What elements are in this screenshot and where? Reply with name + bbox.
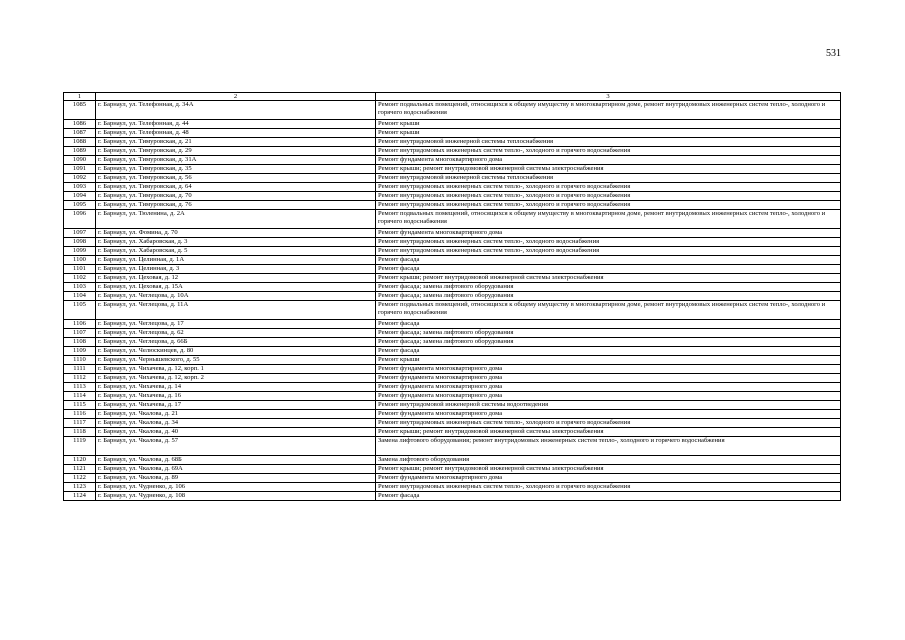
work-type-cell: Ремонт крыши	[376, 129, 841, 138]
row-number-cell: 1114	[64, 392, 96, 401]
address-cell: г. Барнаул, ул. Чкалова, д. 40	[96, 428, 376, 437]
row-number-cell: 1087	[64, 129, 96, 138]
work-type-cell: Ремонт фундамента многоквартирного дома	[376, 392, 841, 401]
row-number-cell: 1121	[64, 465, 96, 474]
table-row	[64, 483, 841, 492]
table-row	[64, 274, 841, 283]
row-number-cell: 1119	[64, 437, 96, 456]
work-type-cell: Ремонт фундамента многоквартирного дома	[376, 156, 841, 165]
row-number-cell: 1094	[64, 192, 96, 201]
address-cell: г. Барнаул, ул. Чихачева, д. 12, корп. 1	[96, 365, 376, 374]
address-cell: г. Барнаул, ул. Чкалова, д. 89	[96, 474, 376, 483]
table-row	[64, 474, 841, 483]
work-type-cell: Ремонт внутридомовой инженерной системы теплоснабжения	[376, 138, 841, 147]
table-row	[64, 347, 841, 356]
row-number-cell: 1095	[64, 201, 96, 210]
table-row	[64, 365, 841, 374]
address-cell: г. Барнаул, ул. Чихачева, д. 17	[96, 401, 376, 410]
row-number-cell: 1109	[64, 347, 96, 356]
row-number-cell: 1097	[64, 229, 96, 238]
address-cell: г. Барнаул, ул. Чкалова, д. 68Б	[96, 456, 376, 465]
address-cell: г. Барнаул, ул. Хабаровская, д. 3	[96, 238, 376, 247]
work-type-cell: Ремонт фасада	[376, 492, 841, 501]
table-row	[64, 419, 841, 428]
work-type-cell: Ремонт фундамента многоквартирного дома	[376, 374, 841, 383]
table-row	[64, 120, 841, 129]
row-number-cell: 1120	[64, 456, 96, 465]
table-row	[64, 247, 841, 256]
work-type-cell: Ремонт крыши	[376, 120, 841, 129]
row-number-cell: 1100	[64, 256, 96, 265]
row-number-cell: 1115	[64, 401, 96, 410]
row-number-cell: 1092	[64, 174, 96, 183]
table-row	[64, 201, 841, 210]
table-row	[64, 292, 841, 301]
row-number-cell: 1116	[64, 410, 96, 419]
address-cell: г. Барнаул, ул. Тимуровская, д. 76	[96, 201, 376, 210]
row-number-cell: 1107	[64, 329, 96, 338]
address-cell: г. Барнаул, ул. Цеховая, д. 12	[96, 274, 376, 283]
table-row	[64, 329, 841, 338]
table-header-row	[64, 93, 841, 101]
table-row	[64, 283, 841, 292]
work-type-cell: Ремонт подвальных помещений, относящихся к общему имуществу в многоквартирном доме, ремонт внутридомовых инженерных систем тепло-, холодного и горячего водоснабжения	[376, 210, 841, 229]
row-number-cell: 1108	[64, 338, 96, 347]
work-type-cell: Ремонт крыши; ремонт внутридомовой инженерной системы электроснабжения	[376, 465, 841, 474]
table-row	[64, 356, 841, 365]
table-row	[64, 256, 841, 265]
address-cell: г. Барнаул, ул. Чернышевского, д. 55	[96, 356, 376, 365]
address-cell: г. Барнаул, ул. Чеглецова, д. 10А	[96, 292, 376, 301]
address-cell: г. Барнаул, ул. Чкалова, д. 21	[96, 410, 376, 419]
address-cell: г. Барнаул, ул. Телефонная, д. 34А	[96, 101, 376, 120]
row-number-cell: 1110	[64, 356, 96, 365]
address-cell: г. Барнаул, ул. Тимуровская, д. 21	[96, 138, 376, 147]
work-type-cell: Ремонт внутридомовых инженерных систем тепло-, холодного водоснабжения	[376, 247, 841, 256]
address-cell: г. Барнаул, ул. Хабаровская, д. 5	[96, 247, 376, 256]
table-row	[64, 392, 841, 401]
work-type-cell: Ремонт крыши; ремонт внутридомовой инженерной системы электроснабжения	[376, 428, 841, 437]
address-cell: г. Барнаул, ул. Чудненко, д. 106	[96, 483, 376, 492]
address-cell: г. Барнаул, ул. Челюскинцев, д. 80	[96, 347, 376, 356]
table-row	[64, 156, 841, 165]
work-type-cell: Ремонт внутридомовой инженерной системы водоотведения	[376, 401, 841, 410]
page-number: 531	[826, 48, 841, 59]
work-type-cell: Ремонт крыши	[376, 356, 841, 365]
row-number-cell: 1098	[64, 238, 96, 247]
table-row	[64, 129, 841, 138]
row-number-cell: 1123	[64, 483, 96, 492]
row-number-cell: 1102	[64, 274, 96, 283]
address-cell: г. Барнаул, ул. Чеглецова, д. 66Б	[96, 338, 376, 347]
row-number-cell: 1089	[64, 147, 96, 156]
row-number-cell: 1093	[64, 183, 96, 192]
work-type-cell: Ремонт фундамента многоквартирного дома	[376, 474, 841, 483]
work-type-cell: Ремонт фасада	[376, 347, 841, 356]
row-number-cell: 1091	[64, 165, 96, 174]
row-number-cell: 1103	[64, 283, 96, 292]
work-type-cell: Ремонт фасада; замена лифтового оборудования	[376, 283, 841, 292]
table-body	[64, 101, 841, 501]
table-row	[64, 428, 841, 437]
row-number-cell: 1112	[64, 374, 96, 383]
table-row	[64, 437, 841, 456]
table-row	[64, 192, 841, 201]
work-type-cell: Ремонт внутридомовых инженерных систем тепло-, холодного и горячего водоснабжения	[376, 192, 841, 201]
address-cell: г. Барнаул, ул. Чкалова, д. 34	[96, 419, 376, 428]
table-row	[64, 147, 841, 156]
address-cell: г. Барнаул, ул. Тимуровская, д. 56	[96, 174, 376, 183]
table-row	[64, 265, 841, 274]
table-row	[64, 492, 841, 501]
column-header-address: 2	[96, 93, 376, 101]
row-number-cell: 1117	[64, 419, 96, 428]
row-number-cell: 1085	[64, 101, 96, 120]
work-type-cell: Ремонт внутридомовых инженерных систем тепло-, холодного и горячего водоснабжения	[376, 183, 841, 192]
table-row	[64, 138, 841, 147]
address-cell: г. Барнаул, ул. Телефонная, д. 44	[96, 120, 376, 129]
column-header-work: 3	[376, 93, 841, 101]
table-row	[64, 383, 841, 392]
address-cell: г. Барнаул, ул. Тимуровская, д. 31А	[96, 156, 376, 165]
table-row	[64, 401, 841, 410]
work-type-cell: Ремонт внутридомовых инженерных систем тепло-, холодного и горячего водоснабжения	[376, 147, 841, 156]
table-row	[64, 374, 841, 383]
address-cell: г. Барнаул, ул. Телефонная, д. 48	[96, 129, 376, 138]
address-cell: г. Барнаул, ул. Чкалова, д. 69А	[96, 465, 376, 474]
address-cell: г. Барнаул, ул. Чеглецова, д. 17	[96, 320, 376, 329]
address-cell: г. Барнаул, ул. Чихачева, д. 14	[96, 383, 376, 392]
address-cell: г. Барнаул, ул. Фомина, д. 70	[96, 229, 376, 238]
row-number-cell: 1104	[64, 292, 96, 301]
row-number-cell: 1118	[64, 428, 96, 437]
table-row	[64, 101, 841, 120]
row-number-cell: 1096	[64, 210, 96, 229]
table-row	[64, 456, 841, 465]
table-row	[64, 210, 841, 229]
work-type-cell: Ремонт фундамента многоквартирного дома	[376, 365, 841, 374]
address-cell: г. Барнаул, ул. Тимуровская, д. 70	[96, 192, 376, 201]
table-row	[64, 465, 841, 474]
work-type-cell: Ремонт фундамента многоквартирного дома	[376, 383, 841, 392]
work-type-cell: Ремонт крыши; ремонт внутридомовой инженерной системы электроснабжения	[376, 165, 841, 174]
work-type-cell: Ремонт фасада; замена лифтового оборудования	[376, 292, 841, 301]
work-type-cell: Ремонт внутридомовых инженерных систем тепло-, холодного и горячего водоснабжения	[376, 419, 841, 428]
address-cell: г. Барнаул, ул. Чеглецова, д. 11А	[96, 301, 376, 320]
work-type-cell: Ремонт внутридомовых инженерных систем тепло-, холодного водоснабжения	[376, 238, 841, 247]
row-number-cell: 1086	[64, 120, 96, 129]
work-type-cell: Ремонт внутридомовых инженерных систем тепло-, холодного и горячего водоснабжения	[376, 201, 841, 210]
table-row	[64, 320, 841, 329]
work-type-cell: Ремонт фасада	[376, 320, 841, 329]
column-header-number: 1	[64, 93, 96, 101]
table-row	[64, 338, 841, 347]
address-cell: г. Барнаул, ул. Чихачева, д. 12, корп. 2	[96, 374, 376, 383]
address-cell: г. Барнаул, ул. Чудненко, д. 108	[96, 492, 376, 501]
work-type-cell: Ремонт внутридомовых инженерных систем тепло-, холодного и горячего водоснабжения	[376, 483, 841, 492]
repair-registry-table	[63, 92, 841, 501]
row-number-cell: 1088	[64, 138, 96, 147]
address-cell: г. Барнаул, ул. Тимуровская, д. 35	[96, 165, 376, 174]
address-cell: г. Барнаул, ул. Целинная, д. 3	[96, 265, 376, 274]
table-row	[64, 174, 841, 183]
row-number-cell: 1106	[64, 320, 96, 329]
table-row	[64, 165, 841, 174]
work-type-cell: Замена лифтового оборудования	[376, 456, 841, 465]
address-cell: г. Барнаул, ул. Чеглецова, д. 62	[96, 329, 376, 338]
row-number-cell: 1105	[64, 301, 96, 320]
row-number-cell: 1113	[64, 383, 96, 392]
work-type-cell: Ремонт подвальных помещений, относящихся к общему имуществу в многоквартирном доме, ремонт внутридомовых инженерных систем тепло-, холодного и горячего водоснабжения	[376, 301, 841, 320]
row-number-cell: 1111	[64, 365, 96, 374]
table-row	[64, 238, 841, 247]
work-type-cell: Замена лифтового оборудования; ремонт внутридомовых инженерных систем тепло-, холодного и горячего водоснабжения	[376, 437, 841, 456]
address-cell: г. Барнаул, ул. Цеховая, д. 15А	[96, 283, 376, 292]
work-type-cell: Ремонт фундамента многоквартирного дома	[376, 410, 841, 419]
address-cell: г. Барнаул, ул. Тимуровская, д. 29	[96, 147, 376, 156]
row-number-cell: 1101	[64, 265, 96, 274]
table-row	[64, 229, 841, 238]
address-cell: г. Барнаул, ул. Целинная, д. 1А	[96, 256, 376, 265]
work-type-cell: Ремонт фасада; замена лифтового оборудования	[376, 338, 841, 347]
table-row	[64, 183, 841, 192]
work-type-cell: Ремонт подвальных помещений, относящихся к общему имуществу в многоквартирном доме, ремонт внутридомовых инженерных систем тепло-, холодного и горячего водоснабжения	[376, 101, 841, 120]
table-row	[64, 410, 841, 419]
work-type-cell: Ремонт внутридомовой инженерной системы теплоснабжения	[376, 174, 841, 183]
work-type-cell: Ремонт фасада	[376, 265, 841, 274]
row-number-cell: 1124	[64, 492, 96, 501]
row-number-cell: 1090	[64, 156, 96, 165]
row-number-cell: 1099	[64, 247, 96, 256]
work-type-cell: Ремонт крыши; ремонт внутридомовой инженерной системы электроснабжения	[376, 274, 841, 283]
address-cell: г. Барнаул, ул. Тимуровская, д. 64	[96, 183, 376, 192]
address-cell: г. Барнаул, ул. Тюленина, д. 2А	[96, 210, 376, 229]
work-type-cell: Ремонт фасада; замена лифтового оборудования	[376, 329, 841, 338]
address-cell: г. Барнаул, ул. Чкалова, д. 57	[96, 437, 376, 456]
address-cell: г. Барнаул, ул. Чихачева, д. 16	[96, 392, 376, 401]
row-number-cell: 1122	[64, 474, 96, 483]
work-type-cell: Ремонт фундамента многоквартирного дома	[376, 229, 841, 238]
table-row	[64, 301, 841, 320]
work-type-cell: Ремонт фасада	[376, 256, 841, 265]
